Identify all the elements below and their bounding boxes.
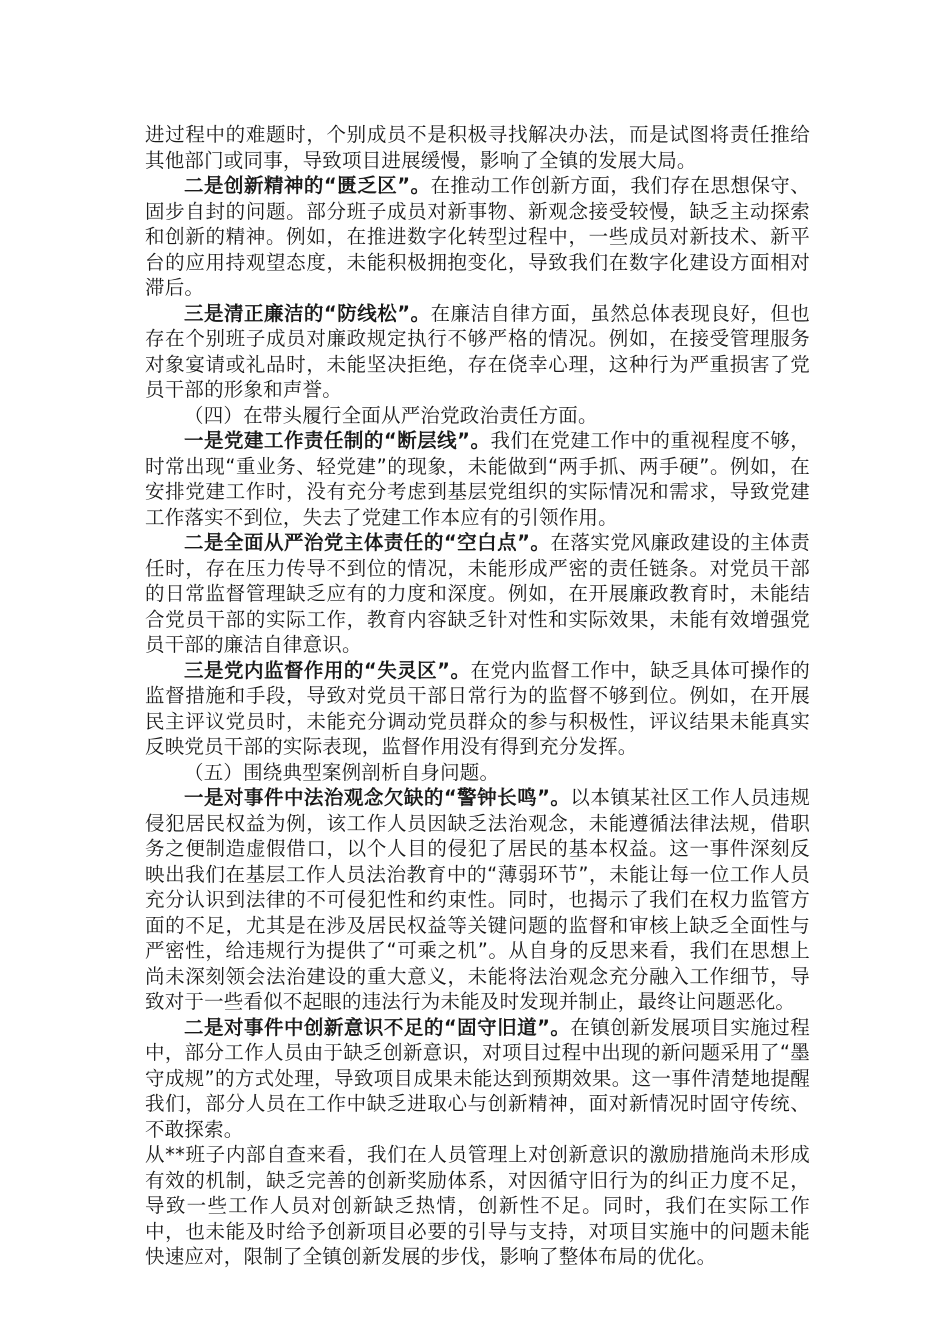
paragraph-lead: 二是创新精神的“匮乏区”。 — [184, 174, 431, 197]
section-heading-four — [145, 403, 810, 429]
paragraph-text: 我们在党建工作中的重视程度不够，时常出现“重业务、轻党建”的现象，未能做到“两手抓、两手硬”。例如，在安排党建工作时，没有充分考虑到基层党组织的实际情况和需求，导致党建工作落实不到位，失去了党建工作本应有的引领作用。 — [145, 429, 810, 529]
section-heading-text: （四）在带头履行全面从严治党政治责任方面。 — [184, 403, 598, 427]
paragraph-main-responsibility — [145, 530, 810, 658]
paragraph-lead: 二是全面从严治党主体责任的“空白点”。 — [184, 531, 551, 554]
paragraph-text: 以本镇某社区工作人员违规侵犯居民权益为例，该工作人员因缺乏法治观念，未能遵循法律法规，借职务之便制造虚假借口，以个人目的侵犯了居民的基本权益。这一事件深刻反映出我们在基层工作人员法治教育中的“薄弱环节”，未能让每一位工作人员充分认识到法律的不可侵犯性和约束性。同时，也揭示了我们在权力监管方面的不足，尤其是在涉及居民权益等关键问题的监督和审核上缺乏全面性与严密性，给违规行为提供了“可乘之机”。从自身的反思来看，我们在思想上尚未深刻领会法治建设的重大意义，未能将法治观念充分融入工作细节，导致对于一些看似不起眼的违法行为未能及时发现并制止，最终让问题恶化。 — [145, 786, 810, 1013]
paragraph-text: 从**班子内部自查来看，我们在人员管理上对创新意识的激励措施尚未形成有效的机制，缺乏完善的创新奖励体系，对因循守旧行为的纠正力度不足，导致一些工作人员对创新缺乏热情，创新性不足。同时，我们在实际工作中，也未能及时给予创新项目必要的引导与支持，对项目实施中的问题未能快速应对，限制了全镇创新发展的步伐，影响了整体布局的优化。 — [145, 1143, 810, 1268]
paragraph-text: 在推动工作创新方面，我们存在思想保守、固步自封的问题。部分班子成员对新事物、新观念接受较慢，缺乏主动探索和创新的精神。例如，在推进数字化转型过程中，一些成员对新技术、新平台的应用持观望态度，未能积极拥抱变化，导致我们在数字化建设方面相对滞后。 — [145, 174, 810, 299]
paragraph-integrity — [145, 301, 810, 403]
paragraph-lead: 二是对事件中创新意识不足的“固守旧道”。 — [184, 1015, 571, 1039]
paragraph-text: 进过程中的难题时，个别成员不是积极寻找解决办法，而是试图将责任推给其他部门或同事，导致项目进展缓慢，影响了全镇的发展大局。 — [145, 123, 810, 172]
paragraph-text: 在镇创新发展项目实施过程中，部分工作人员由于缺乏创新意识，对项目过程中出现的新问题采用了“墨守成规”的方式处理，导致项目成果未能达到预期效果。这一事件清楚地提醒我们，部分人员在工作中缺乏进取心与创新精神，面对新情况时固守传统、不敢探索。 — [145, 1015, 810, 1141]
paragraph-text: 在党内监督工作中，缺乏具体可操作的监督措施和手段，导致对党员干部日常行为的监督不够到位。例如，在开展民主评议党员时，未能充分调动党员群众的参与积极性，评议结果未能真实反映党员干部的实际表现，监督作用没有得到充分发挥。 — [145, 658, 810, 758]
paragraph-party-building — [145, 428, 810, 530]
paragraph-lead: 三是清正廉洁的“防线松”。 — [184, 301, 431, 325]
section-heading-five — [145, 760, 810, 786]
paragraph-lead: 一是党建工作责任制的“断层线”。 — [184, 429, 491, 452]
paragraph-innovation-case — [145, 1015, 810, 1143]
paragraph-supervision — [145, 658, 810, 760]
paragraph-innovation — [145, 173, 810, 301]
paragraph-text: 在廉洁自律方面，虽然总体表现良好，但也存在个别班子成员对廉政规定执行不够严格的情况。例如，在接受管理服务对象宴请或礼品时，未能坚决拒绝，存在侥幸心理，这种行为严重损害了党员干部的形象和声誉。 — [145, 301, 810, 401]
paragraph-lead: 一是对事件中法治观念欠缺的“警钟长鸣”。 — [184, 786, 571, 809]
section-heading-text: （五）围绕典型案例剖析自身问题。 — [184, 760, 500, 784]
paragraph-text: 在落实党风廉政建设的主体责任时，存在压力传导不到位的情况，未能形成严密的责任链条。对党员干部的日常监督管理缺乏应有的力度和深度。例如，在开展廉政教育时，未能结合党员干部的实际工作，教育内容缺乏针对性和实际效果，未能有效增强党员干部的廉洁自律意识。 — [145, 531, 810, 656]
paragraph-lead: 三是党内监督作用的“失灵区”。 — [184, 658, 471, 682]
paragraph-self-inspection — [145, 1142, 810, 1270]
paragraph-continuation — [145, 122, 810, 173]
paragraph-rule-of-law — [145, 785, 810, 1015]
